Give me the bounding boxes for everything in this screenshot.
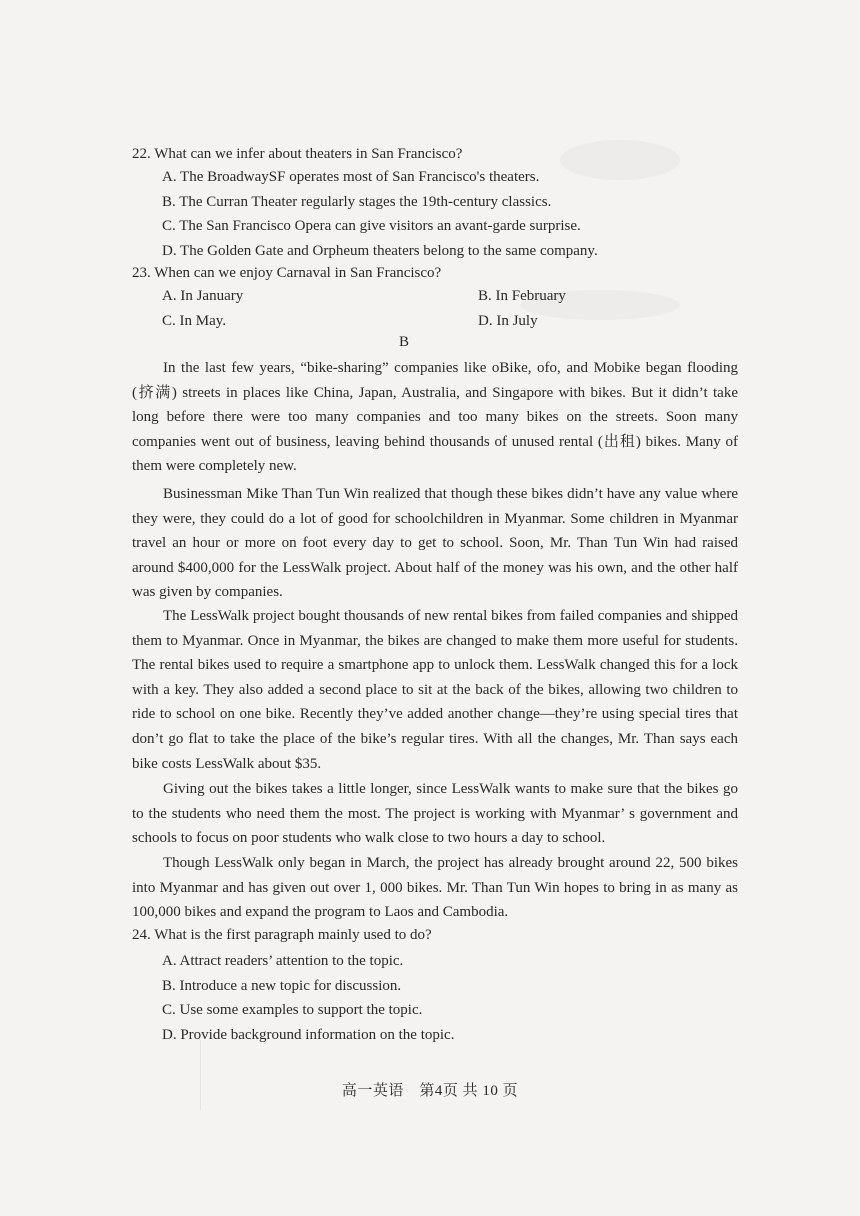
- question-23-option-a: A. In January: [162, 288, 244, 304]
- question-23-option-d: D. In July: [478, 313, 538, 329]
- question-24-option-c: C. Use some examples to support the topic.: [162, 1002, 423, 1018]
- question-22-stem: 22. What can we infer about theaters in San Francisco?: [132, 146, 463, 162]
- question-23-stem: 23. When can we enjoy Carnaval in San Francisco?: [132, 265, 442, 281]
- page-footer: 高一英语 第4页 共 10 页: [341, 1083, 519, 1099]
- scan-smudge: [560, 140, 680, 180]
- question-24-stem: 24. What is the first paragraph mainly used to do?: [132, 927, 432, 943]
- passage-paragraph-4: Giving out the bikes takes a little longer, since LessWalk wants to make sure that the bikes go to the students who need them the most. The project is working with Myanmar’ s government and schools to focus on poor students who walk close to two hours a day to school.: [132, 781, 738, 847]
- question-22-option-c: C. The San Francisco Opera can give visitors an avant-garde surprise.: [162, 218, 581, 234]
- question-23-option-c: C. In May.: [162, 313, 227, 329]
- question-22-option-a: A. The BroadwaySF operates most of San Francisco's theaters.: [162, 169, 540, 185]
- question-22-option-b: B. The Curran Theater regularly stages the 19th-century classics.: [162, 194, 552, 210]
- question-24-option-a: A. Attract readers’ attention to the topic.: [162, 953, 404, 969]
- passage-paragraph-5: Though LessWalk only began in March, the project has already brought around 22, 500 bikes into Myanmar and has given out over 1, 000 bikes. Mr. Than Tun Win hopes to bring in as many as 100,000 bikes and expand the program to Laos and Cambodia.: [132, 855, 738, 921]
- passage-paragraph-3: The LessWalk project bought thousands of new rental bikes from failed companies and shipped them to Myanmar. Once in Myanmar, the bikes are changed to make them more useful for students. The rental bikes used to require a smartphone app to unlock them. LessWalk changed this for a lock with a key. They also added a second place to sit at the back of the bikes, allowing two children to ride to school on one bike. Recently they’ve added another change—they’re using special tires that don’t go flat to take the place of the bike’s regular tires. With all the changes, Mr. Than says each bike costs LessWalk about $35.: [132, 608, 738, 772]
- question-23-option-b: B. In February: [478, 288, 566, 304]
- question-24-option-b: B. Introduce a new topic for discussion.: [162, 978, 402, 994]
- section-title: B: [398, 334, 409, 350]
- passage-paragraph-2: Businessman Mike Than Tun Win realized that though these bikes didn’t have any value where they were, they could do a lot of good for schoolchildren in Myanmar. Some children in Myanmar travel an hour or more on foot every day to get to school. Soon, Mr. Than Tun Win had raised around $400,000 for the LessWalk project. About half of the money was his own, and the other half was given by companies.: [132, 486, 738, 601]
- question-22-option-d: D. The Golden Gate and Orpheum theaters belong to the same company.: [162, 243, 598, 259]
- passage-paragraph-1: In the last few years, “bike-sharing” companies like oBike, ofo, and Mobike began flooding (挤满) streets in places like China, Japan, Australia, and Singapore with bikes. But it didn’t take long before there were too many companies and too many bikes on the streets. Soon many companies went out of business, leaving behind thousands of unused rental (出租) bikes. Many of them were completely new.: [132, 360, 738, 475]
- question-24-option-d: D. Provide background information on the topic.: [162, 1027, 455, 1043]
